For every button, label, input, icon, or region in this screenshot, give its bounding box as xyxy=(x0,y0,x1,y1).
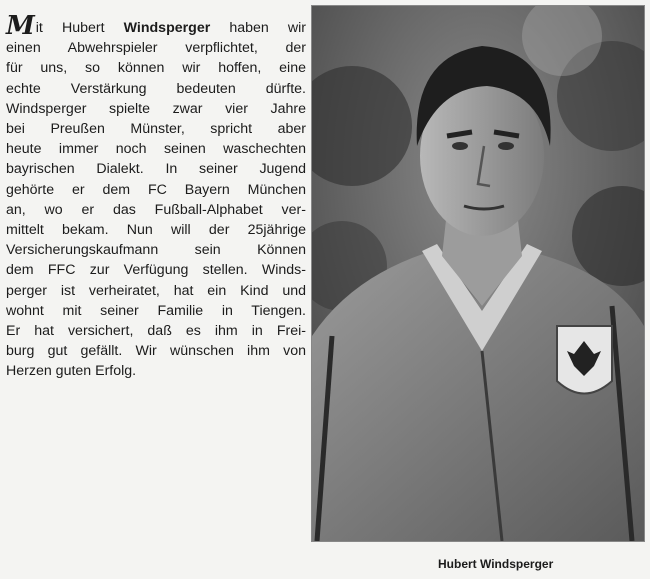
article-line: wohnt mit seiner Familie in Tiengen. xyxy=(6,302,306,319)
article-line: für uns, so können wir hoffen, eine xyxy=(6,60,306,77)
article-line: echte Verstärkung bedeuten dürfte. xyxy=(6,80,306,97)
player-name-bold: Windsperger xyxy=(123,20,211,36)
drop-initial: M xyxy=(6,11,35,41)
article-line: bayrischen Dialekt. In seiner Jugend xyxy=(6,161,306,178)
article-line: burg gut gefällt. Wir wünschen ihm von xyxy=(6,343,306,360)
article-line: mittelt bekam. Nun will der 25jährige xyxy=(6,222,306,239)
article-line xyxy=(6,11,306,41)
article-line: bei Preußen Münster, spricht aber xyxy=(6,121,306,138)
article-line: einen Abwehrspieler verpflichtet, der xyxy=(6,40,306,57)
line-text: haben wir xyxy=(210,20,306,36)
article-text xyxy=(6,11,306,382)
article-line: Herzen guten Erfolg. xyxy=(6,363,137,380)
line-text: it Hubert xyxy=(35,20,124,36)
article-line: gehörte er dem FC Bayern München xyxy=(6,181,306,198)
article-line: Windsperger spielte zwar vier Jahre xyxy=(6,100,306,117)
article-line: heute immer noch seinen waschechten xyxy=(6,141,306,158)
article-line: an, wo er das Fußball-Alphabet ver- xyxy=(6,201,306,218)
article-line: Er hat versichert, daß es ihm in Frei- xyxy=(6,323,306,340)
player-photo xyxy=(311,5,645,542)
article-line: Versicherungskaufmann sein Können xyxy=(6,242,306,259)
article-line: dem FFC zur Verfügung stellen. Winds- xyxy=(6,262,306,279)
article-line: perger ist verheiratet, hat ein Kind und xyxy=(6,282,306,299)
photo-caption: Hubert Windsperger xyxy=(438,557,554,571)
player-portrait-image xyxy=(312,6,644,541)
